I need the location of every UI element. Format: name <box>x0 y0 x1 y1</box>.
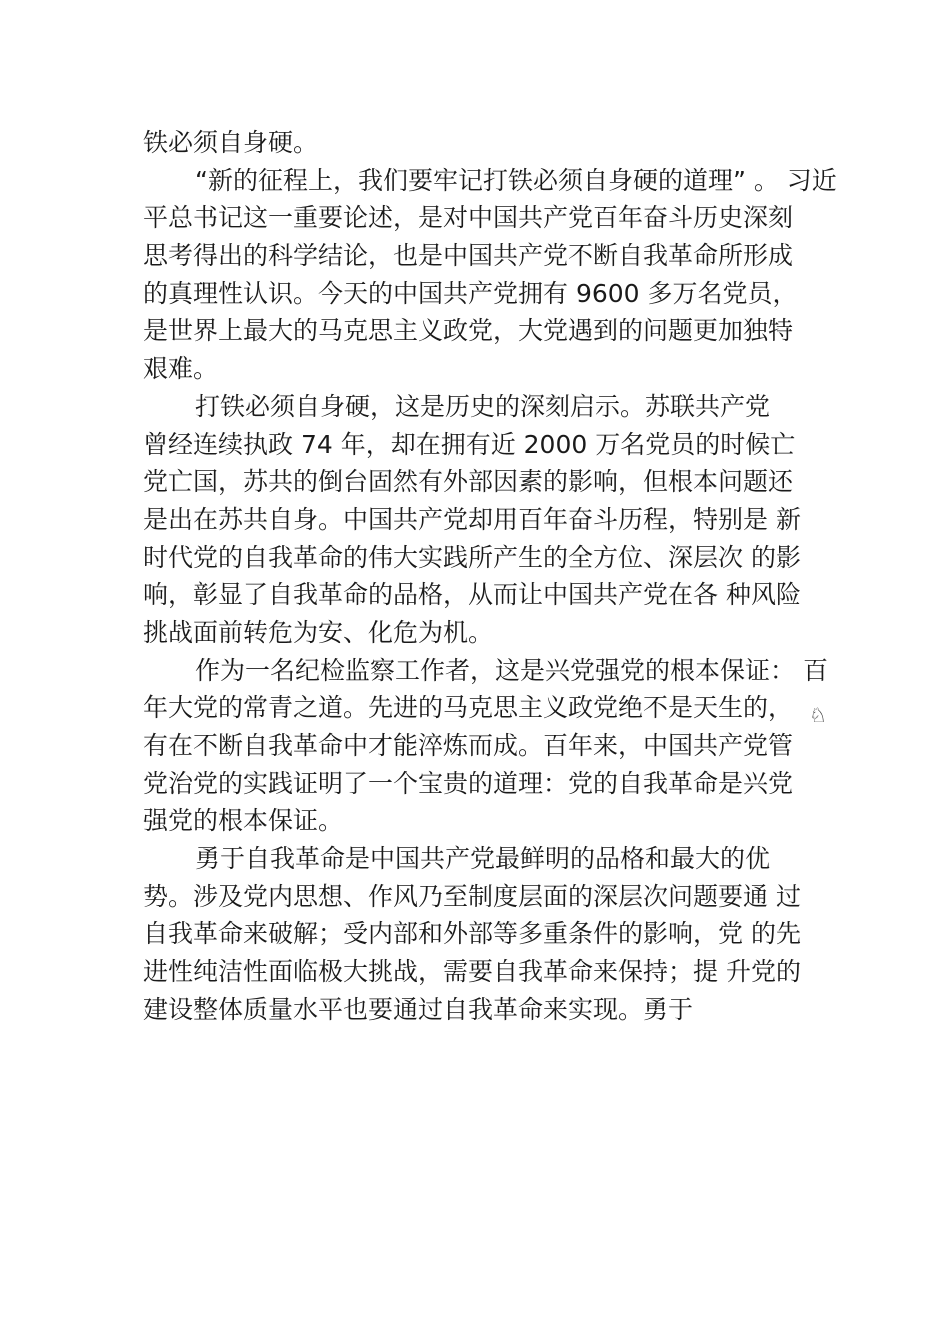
text-line: 年大党的常青之道。先进的马克思主义政党绝不是天生的， <box>143 693 794 723</box>
text-line: 势。涉及党内思想、作风乃至制度层面的深层次问题要通 过 <box>143 881 801 911</box>
text-line: 勇于自我革命是中国共产党最鲜明的品格和最大的优 <box>195 844 771 874</box>
text-line: 艰难。 <box>143 354 219 384</box>
text-line: 打铁必须自身硬，这是历史的深刻启示。苏联共产党 <box>195 391 771 421</box>
text-line: 挑战面前转危为安、化危为机。 <box>143 617 494 647</box>
text-line: 是世界上最大的马克思主义政党，大党遇到的问题更加独特 <box>143 316 794 346</box>
text-line: 铁必须自身硬。 <box>143 128 319 157</box>
text-line: 的真理性认识。今天的中国共产党拥有 9600 多万名党员， <box>143 278 798 308</box>
text-line: 强党的根本保证。 <box>143 806 344 836</box>
text-line: 自我革命来破解；受内部和外部等多重条件的影响，党 的先 <box>143 919 801 949</box>
text-line: 曾经连续执政 74 年，却在拥有近 2000 万名党员的时候亡 <box>143 429 796 459</box>
text-line: 党亡国，苏共的倒台固然有外部因素的影响，但根本问题还 <box>143 467 794 497</box>
text-line: 党治党的实践证明了一个宝贵的道理：党的自我革命是兴党 <box>143 768 794 798</box>
text-line: 有在不断自我革命中才能淬炼而成。百年来，中国共产党管 <box>143 731 794 760</box>
text-line: 进性纯洁性面临极大挑战，需要自我革命来保持；提 升党的 <box>143 957 801 987</box>
text-line: 平总书记这一重要论述，是对中国共产党百年奋斗历史深刻 <box>143 203 794 233</box>
margin-mark-icon: ♘ <box>809 703 827 727</box>
text-line: 建设整体质量水平也要通过自我革命来实现。勇于 <box>143 994 694 1024</box>
text-line: 响，彰显了自我革命的品格，从而让中国共产党在各 种风险 <box>143 580 801 610</box>
text-line: 时代党的自我革命的伟大实践所产生的全方位、深层次 的影 <box>143 542 801 572</box>
text-line: 思考得出的科学结论，也是中国共产党不断自我革命所形成 <box>143 241 794 271</box>
text-line: 是出在苏共自身。中国共产党却用百年奋斗历程，特别是 新 <box>143 504 801 534</box>
document-body <box>143 124 837 1029</box>
text-line: 作为一名纪检监察工作者，这是兴党强党的根本保证： 百 <box>195 655 828 685</box>
text-line: “新的征程上，我们要牢记打铁必须自身硬的道理” 。 习近 <box>195 165 837 195</box>
